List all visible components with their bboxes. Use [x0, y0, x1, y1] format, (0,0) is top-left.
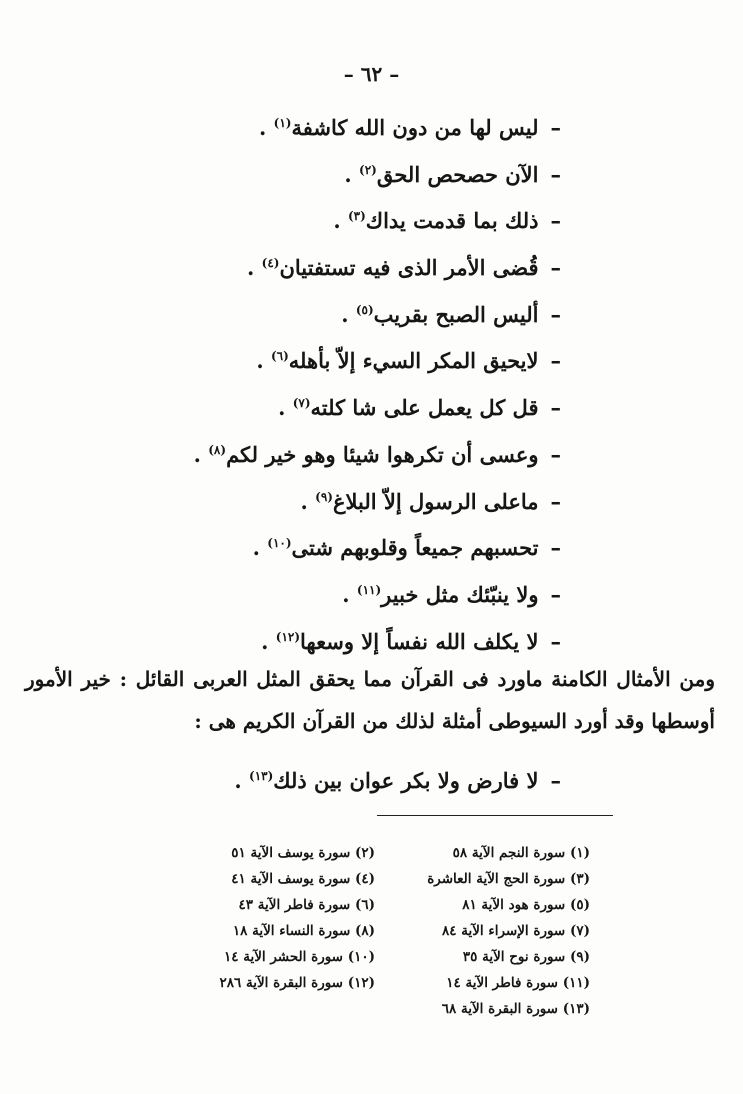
verse-end-mark: . — [342, 581, 357, 607]
verse-text: وعسى أن تكرهوا شيئا وهو خير لكم — [226, 441, 539, 467]
verse-list — [91, 105, 561, 665]
verse-end-mark: . — [341, 301, 356, 327]
footnote-ref: (١٢) — [275, 629, 301, 644]
verse-text: الآن حصحص الحق — [376, 161, 539, 187]
verse-end-mark: . — [333, 208, 348, 234]
verse-line — [91, 479, 561, 526]
verse-dash: – — [550, 301, 561, 327]
verse-text: ولا ينبّئك مثل خبير — [381, 581, 539, 607]
verse-dash: – — [550, 115, 561, 140]
verse-dash: – — [550, 255, 561, 281]
footnote-ref: (١٣) — [249, 769, 274, 783]
verse-line — [91, 385, 561, 432]
verse-line — [91, 152, 561, 199]
footnote-ref: (٣) — [347, 209, 366, 224]
verse-text: لا يكلف الله نفساً إلا وسعها — [300, 628, 539, 654]
verse-line — [91, 292, 561, 339]
verse-end-mark: . — [259, 115, 274, 140]
verse-dash: – — [550, 161, 561, 187]
verse-text: قل كل يعمل على شا كلته — [310, 395, 539, 421]
footnote-ref: (٤) — [261, 256, 280, 271]
verse-end-mark: . — [234, 768, 250, 793]
verse-end-mark: . — [261, 628, 276, 654]
verse-dash: – — [550, 488, 561, 514]
footnote: (٦) سورة فاطر الآية ٤٣ — [238, 897, 375, 913]
verse-end-mark: . — [247, 255, 262, 281]
verse-dash: – — [550, 768, 561, 793]
page-number: – ٦٢ – — [343, 62, 400, 86]
footnote: (٩) سورة نوح الآية ٣٥ — [462, 949, 590, 965]
verse-line — [91, 198, 561, 245]
footnote-ref: (٩) — [315, 489, 333, 504]
verse-text: أليس الصبح بقريب — [373, 301, 539, 327]
footnote: (٥) سورة هود الآية ٨١ — [462, 897, 590, 913]
verse-text: ليس لها من دون الله كاشفة — [291, 115, 539, 140]
verse-end-mark: . — [256, 348, 271, 374]
verse-dash: – — [550, 628, 561, 654]
verse-dash: – — [550, 348, 561, 374]
final-verse — [91, 758, 561, 804]
verse-text: لايحيق المكر السيء إلاّ بأهله — [288, 348, 539, 374]
footnote: (٧) سورة الإسراء الآية ٨٤ — [442, 923, 590, 939]
footnote-ref: (٧) — [292, 396, 311, 411]
verse-dash: – — [550, 395, 561, 421]
footnote: (٨) سورة النساء الآية ١٨ — [232, 923, 375, 939]
footnote: (٢) سورة يوسف الآية ٥١ — [231, 845, 375, 861]
verse-line — [91, 432, 561, 479]
verse-end-mark: . — [252, 535, 268, 561]
footnote: (١١) سورة فاطر الآية ١٤ — [446, 975, 590, 991]
footnote-ref: (١١) — [356, 582, 382, 597]
verse-line — [91, 338, 561, 385]
verse-text: تحسبهم جميعاً وقلوبهم شتى — [291, 535, 539, 561]
verse-dash: – — [550, 581, 561, 607]
verse-end-mark: . — [300, 488, 316, 514]
verse-end-mark: . — [278, 395, 293, 421]
verse-line — [91, 245, 561, 292]
footnote-divider — [377, 815, 613, 816]
verse-text: ذلك بما قدمت يداك — [365, 208, 539, 234]
footnotes — [180, 840, 590, 1022]
verse-end-mark: . — [193, 441, 209, 467]
footnote-ref: (٦) — [270, 349, 289, 364]
footnote: (١) سورة النجم الآية ٥٨ — [452, 845, 590, 861]
verse-text: ماعلى الرسول إلاّ البلاغ — [332, 488, 539, 514]
footnote: (١٠) سورة الحشر الآية ١٤ — [223, 949, 375, 965]
footnote: (١٢) سورة البقرة الآية ٢٨٦ — [219, 975, 375, 991]
verse-end-mark: . — [344, 161, 360, 187]
footnote-ref: (١) — [273, 116, 292, 130]
final-verse-text: لا فارض ولا بكر عوان بين ذلك — [273, 768, 539, 793]
verse-line — [91, 572, 561, 619]
footnote-ref: (٨) — [208, 442, 227, 457]
footnote-ref: (٢) — [359, 162, 377, 177]
verse-dash: – — [550, 208, 561, 234]
verse-text: قُضى الأمر الذى فيه تستفتيان — [279, 255, 539, 281]
verse-dash: – — [550, 535, 561, 561]
footnote: (١٣) سورة البقرة الآية ٦٨ — [441, 1001, 590, 1017]
verse-dash: – — [550, 441, 561, 467]
verse-line — [91, 525, 561, 572]
footnote-ref: (١٠) — [267, 536, 292, 551]
body-paragraph: ومن الأمثال الكامنة ماورد فى القرآن مما يحقق المثل العربى القائل : خير الأمور أوسطها وقد أورد السيوطى أمثلة لذلك من القرآن الكريم هى : — [25, 667, 715, 733]
footnote-ref: (٥) — [355, 302, 374, 317]
verse-line — [91, 105, 561, 152]
footnote: (٣) سورة الحج الآية العاشرة — [427, 871, 590, 887]
footnote: (٤) سورة يوسف الآية ٤١ — [231, 871, 375, 887]
